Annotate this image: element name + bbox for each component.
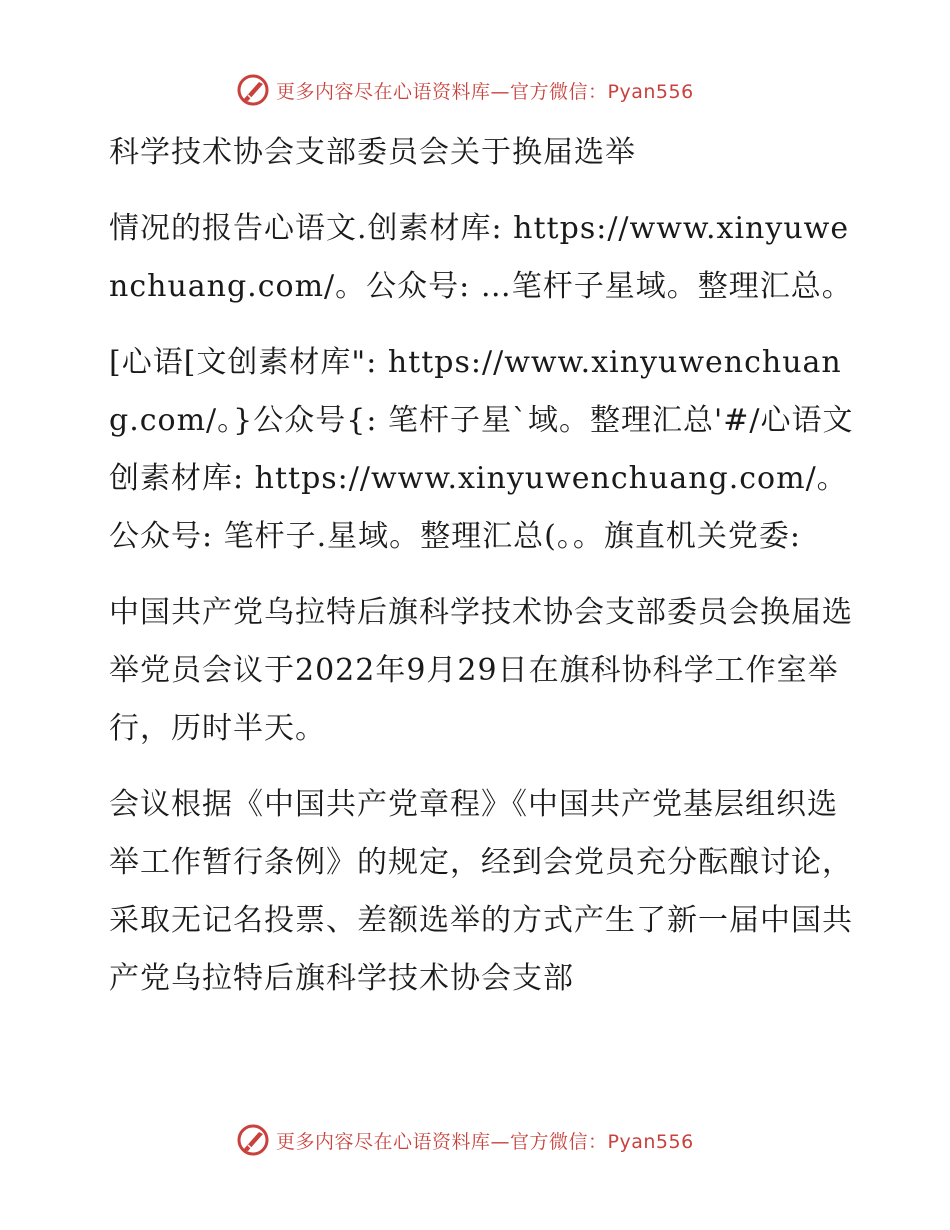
- paragraph-2: [心语[文创素材库": https://www.xinyuwenchuang.com/。}公众号{: 笔杆子星`域。整理汇总'#/心语文创素材库: https://www.xinyuwenchuang.com/。公众号: 笔杆子.星域。整理汇总(。。旗直机关党委:: [109, 345, 854, 554]
- paragraph-4: 会议根据《中国共产党章程》《中国共产党基层组织选举工作暂行条例》的规定，经到会党员充分酝酿讨论，采取无记名投票、差额选举的方式产生了新一届中国共产党乌拉特后旗科学技术协会支部: [109, 787, 853, 996]
- document-body: [97, 124, 857, 1026]
- footer-watermark-text: 更多内容尽在心语资料库—官方微信：Pyan556: [276, 1130, 694, 1153]
- quill-pen-circle-logo-icon: [236, 73, 270, 107]
- header-watermark: [236, 72, 694, 108]
- quill-pen-circle-logo-icon: [236, 1123, 270, 1157]
- document-title: 科学技术协会支部委员会关于换届选举: [109, 135, 636, 170]
- paragraph-1: 情况的报告心语文.创素材库: https://www.xinyuwenchuang.com/。公众号: …笔杆子星域。整理汇总。: [109, 211, 853, 304]
- header-watermark-text: 更多内容尽在心语资料库—官方微信：Pyan556: [276, 80, 694, 103]
- paragraph-3: 中国共产党乌拉特后旗科学技术协会支部委员会换届选举党员会议于2022年9月29日在旗科协科学工作室举行，历时半天。: [109, 595, 853, 746]
- footer-watermark: [236, 1122, 694, 1158]
